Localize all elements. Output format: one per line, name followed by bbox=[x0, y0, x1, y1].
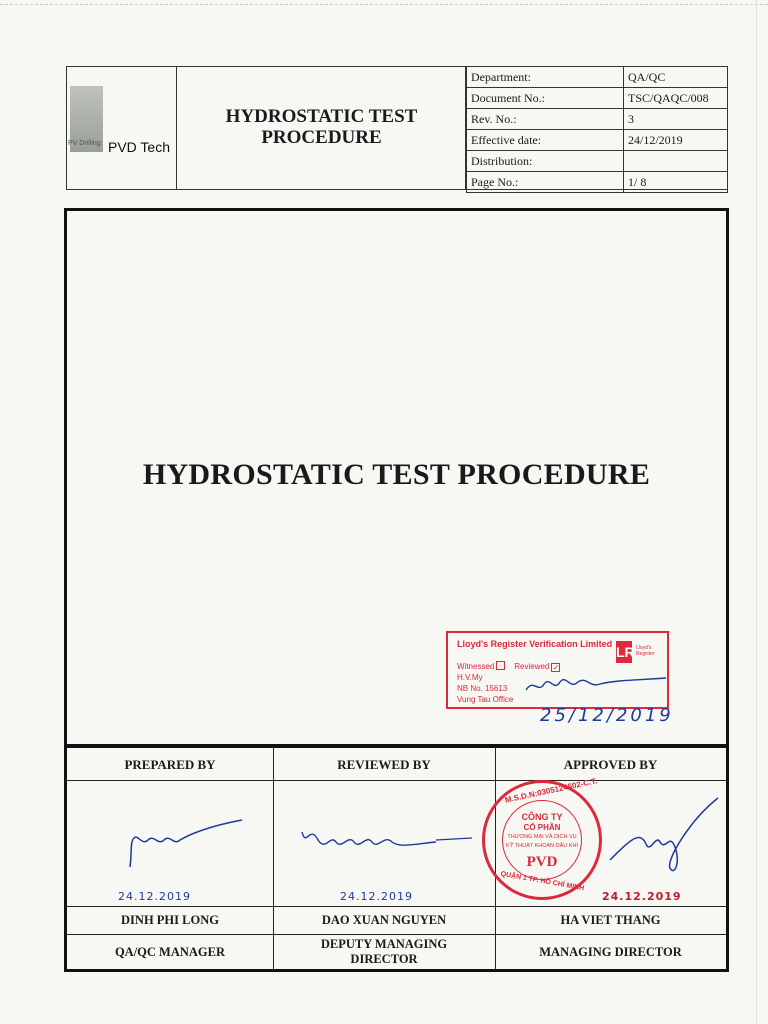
logo-brand: PVD Tech bbox=[108, 139, 170, 155]
info-row bbox=[467, 172, 728, 193]
info-label: Rev. No.: bbox=[467, 109, 624, 130]
stamp-office: Vung Tau Office bbox=[457, 695, 514, 704]
header-title: HYDROSTATIC TEST PROCEDURE bbox=[225, 106, 418, 148]
info-row bbox=[467, 67, 728, 88]
seal-line1: CÔNG TY bbox=[521, 812, 563, 822]
prepared-signature bbox=[120, 812, 250, 872]
scan-edge-right bbox=[756, 0, 757, 1024]
approved-date: 24.12.2019 bbox=[602, 890, 682, 903]
seal-line4: KỸ THUẬT KHOAN DẦU KHÍ bbox=[506, 843, 578, 849]
prepared-date: 24.12.2019 bbox=[118, 890, 191, 903]
lr-logo-icon: LR bbox=[616, 641, 632, 663]
prepared-by-header: PREPARED BY bbox=[124, 757, 216, 772]
reviewed-by-header: REVIEWED BY bbox=[337, 757, 431, 772]
scan-edge-top bbox=[0, 4, 768, 5]
stamp-inspector: H.V.My bbox=[457, 673, 483, 682]
approved-signature bbox=[600, 790, 726, 880]
prepared-by-role: QA/QC MANAGER bbox=[114, 945, 226, 959]
reviewed-by-name: DAO XUAN NGUYEN bbox=[321, 913, 447, 927]
row-divider bbox=[67, 780, 726, 781]
seal-brand: PVD bbox=[526, 854, 558, 870]
info-value: TSC/QAQC/008 bbox=[624, 88, 728, 109]
stamp-witnessed-label: Witnessed bbox=[457, 662, 495, 671]
checked-box-icon: ✓ bbox=[552, 663, 560, 672]
seal-line3: THƯƠNG MẠI VÀ DỊCH VỤ bbox=[507, 834, 577, 840]
info-row bbox=[467, 151, 728, 172]
info-row bbox=[467, 130, 728, 151]
lr-logo-caption: Lloyd's Register bbox=[636, 645, 655, 657]
seal-code: M.S.D.N:0305124602-C.T. bbox=[504, 776, 599, 805]
seal-bottom: QUẬN 1 TP. HỒ CHÍ MINH bbox=[500, 870, 585, 893]
row-divider bbox=[67, 934, 726, 935]
info-row bbox=[467, 109, 728, 130]
info-value: 24/12/2019 bbox=[624, 130, 728, 151]
info-value bbox=[624, 151, 728, 172]
stamp-reviewed-label: Reviewed bbox=[514, 662, 550, 671]
stamp-signature bbox=[520, 668, 670, 704]
info-label: Department: bbox=[467, 67, 624, 88]
approved-by-role: MANAGING DIRECTOR bbox=[539, 945, 682, 959]
approved-by-header: APPROVED BY bbox=[563, 757, 658, 772]
document-info-table bbox=[466, 66, 728, 193]
info-value: QA/QC bbox=[624, 67, 728, 88]
info-row bbox=[467, 88, 728, 109]
info-value: 1/ 8 bbox=[624, 172, 728, 193]
reviewed-signature bbox=[296, 818, 476, 858]
prepared-by-name: DINH PHI LONG bbox=[121, 913, 219, 927]
info-label: Document No.: bbox=[467, 88, 624, 109]
info-label: Effective date: bbox=[467, 130, 624, 151]
stamp-date: 25/12/2019 bbox=[540, 705, 674, 726]
stamp-number: NB No. 15613 bbox=[457, 684, 508, 693]
info-label: Page No.: bbox=[467, 172, 624, 193]
info-value: 3 bbox=[624, 109, 728, 130]
seal-line2: CỔ PHẦN bbox=[523, 823, 561, 832]
document-title: HYDROSTATIC TEST PROCEDURE bbox=[142, 458, 651, 491]
reviewed-by-role: DEPUTY MANAGING DIRECTOR bbox=[320, 937, 448, 966]
approved-by-name: HA VIET THANG bbox=[560, 913, 661, 927]
info-label: Distribution: bbox=[467, 151, 624, 172]
logo-subtext: PV Drilling bbox=[68, 140, 101, 147]
reviewed-date: 24.12.2019 bbox=[340, 890, 413, 903]
checkbox-icon bbox=[496, 661, 505, 670]
stamp-title: Lloyd's Register Verification Limited bbox=[457, 639, 613, 649]
row-divider bbox=[67, 906, 726, 907]
